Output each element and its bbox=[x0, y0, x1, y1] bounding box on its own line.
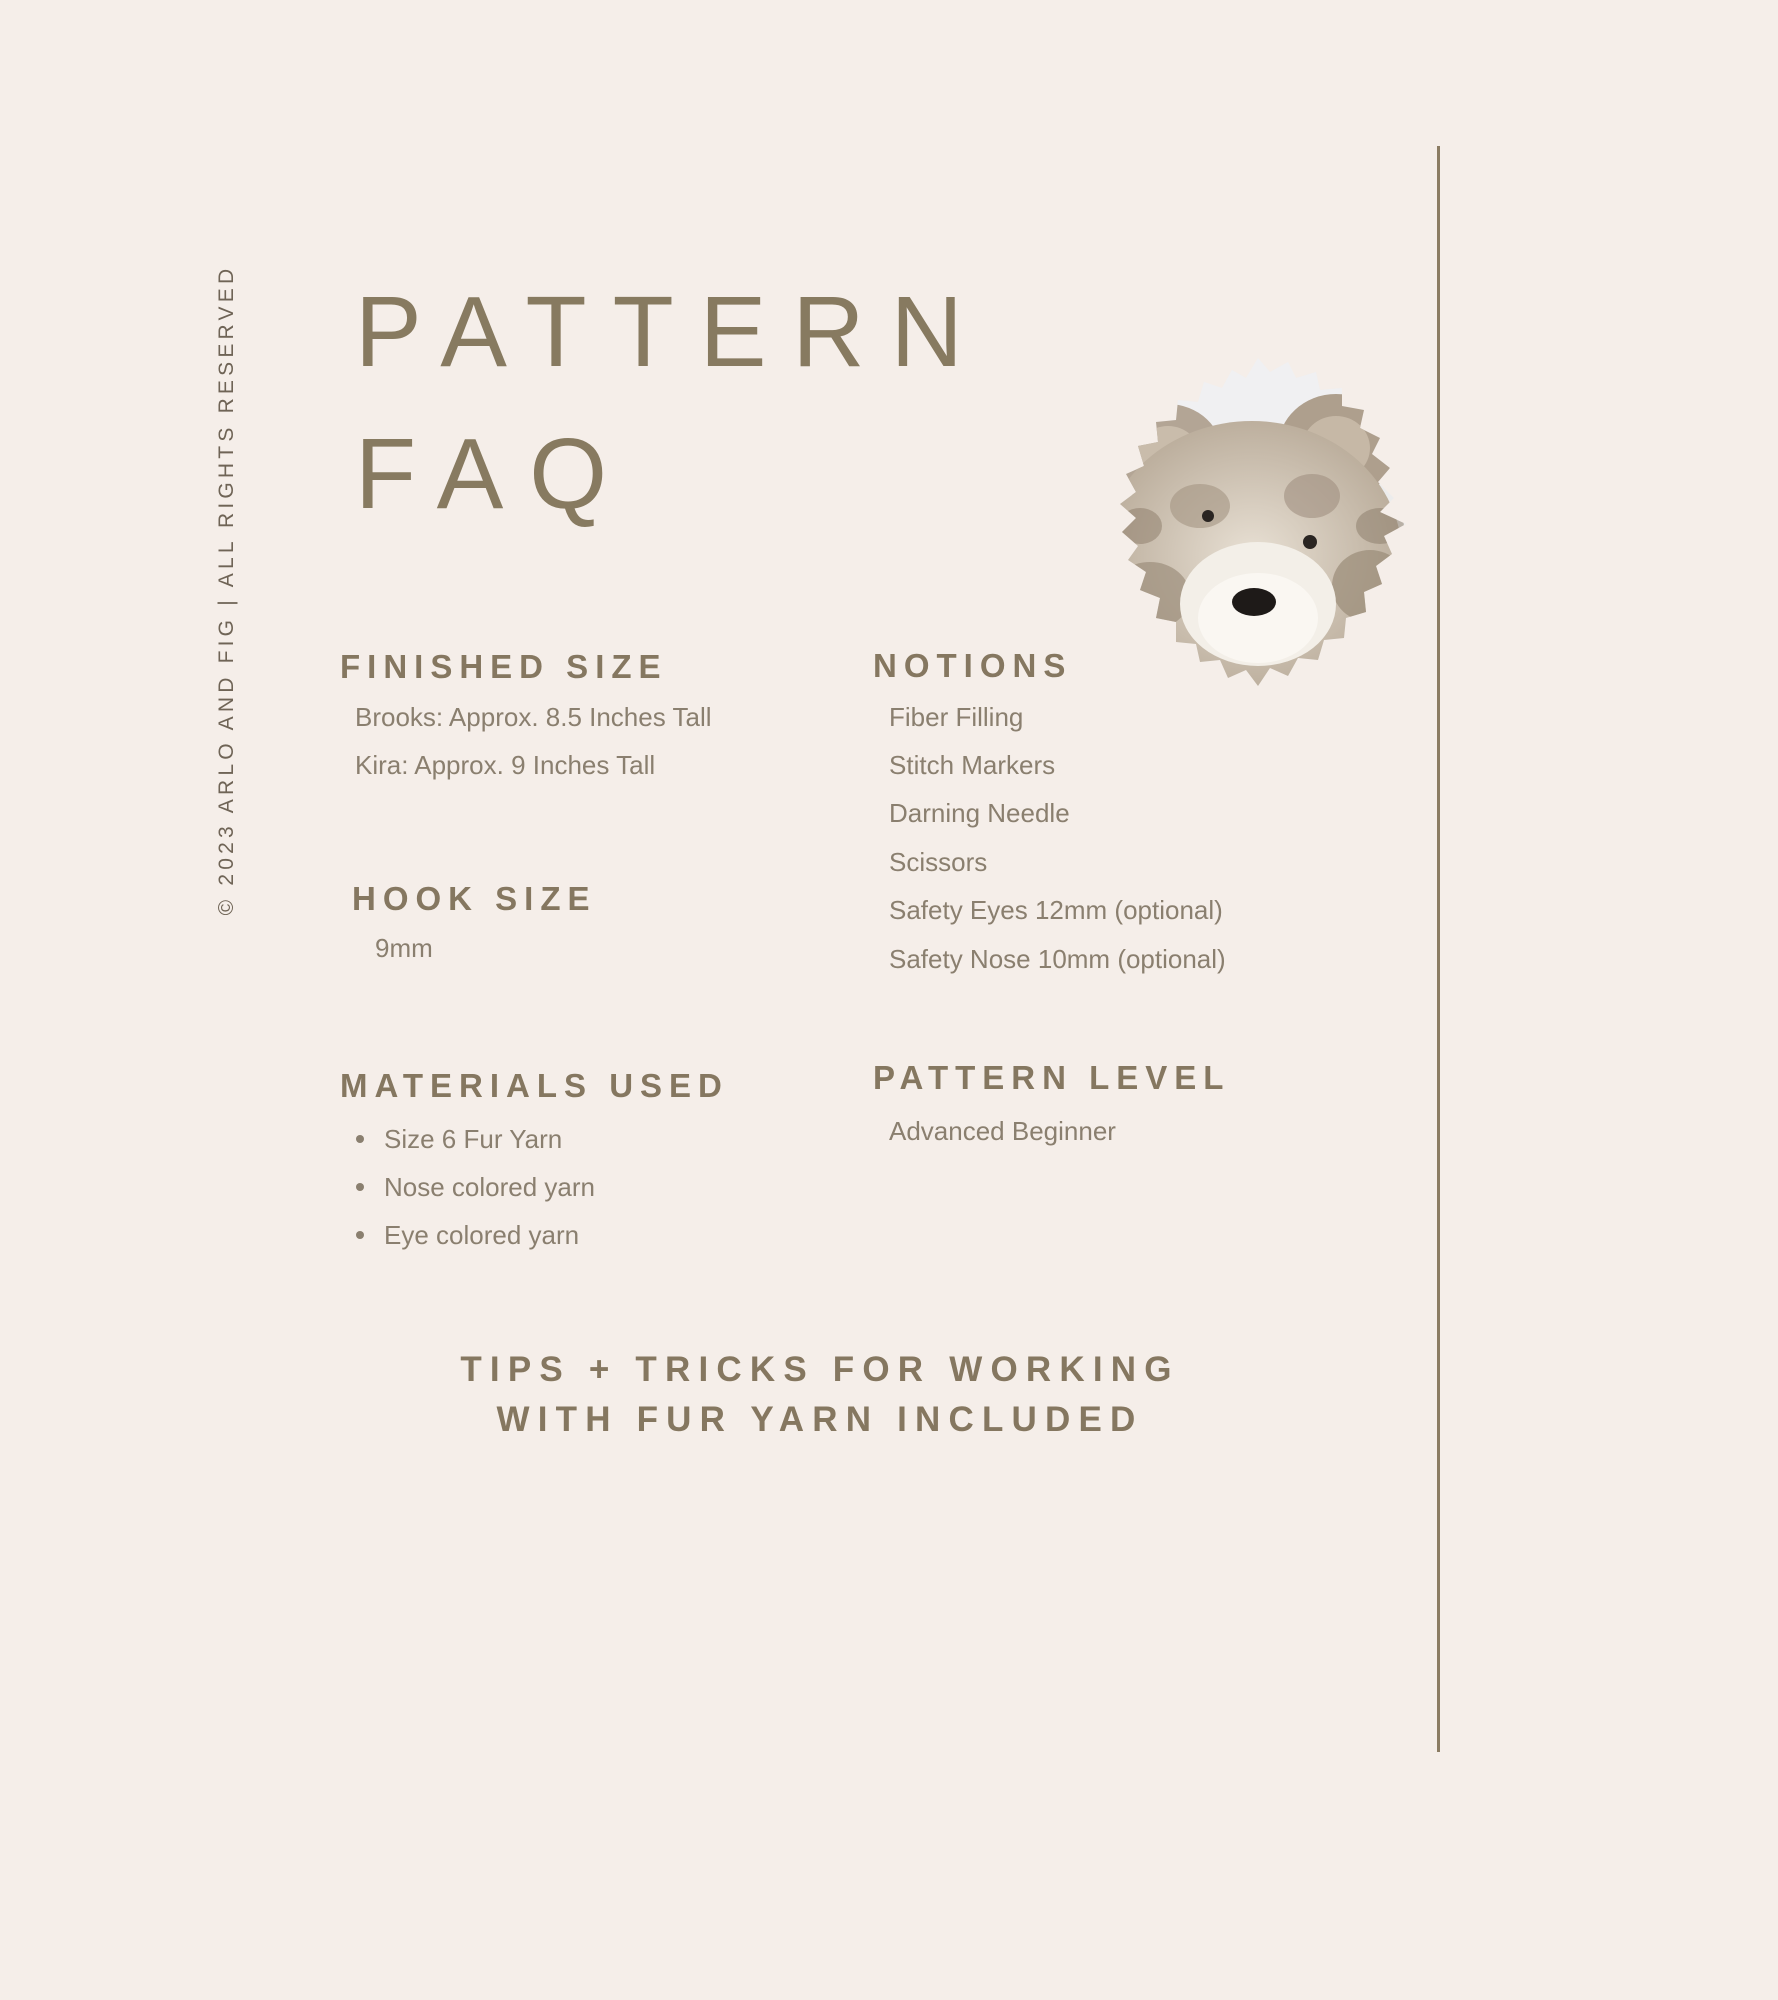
notions-item: Fiber Filling bbox=[889, 702, 1024, 732]
finished-size-item: Brooks: Approx. 8.5 Inches Tall bbox=[355, 702, 712, 732]
materials-list bbox=[356, 1124, 595, 1268]
list-item: Eye colored yarn bbox=[356, 1220, 595, 1268]
materials-used-heading: MATERIALS USED bbox=[340, 1067, 729, 1104]
pattern-level-value: Advanced Beginner bbox=[889, 1116, 1116, 1146]
tips-line-2: WITH FUR YARN INCLUDED bbox=[496, 1400, 1144, 1439]
hook-size-heading: HOOK SIZE bbox=[352, 880, 597, 917]
teddy-bear-photo bbox=[1080, 356, 1436, 706]
list-item: Size 6 Fur Yarn bbox=[356, 1124, 595, 1172]
page-title-line-1: PATTERN bbox=[355, 276, 989, 388]
notions-item: Stitch Markers bbox=[889, 750, 1056, 780]
notions-item: Scissors bbox=[889, 847, 988, 877]
list-item: Nose colored yarn bbox=[356, 1172, 595, 1220]
pattern-level-heading: PATTERN LEVEL bbox=[873, 1059, 1231, 1096]
notions-heading: NOTIONS bbox=[873, 647, 1073, 684]
notions-item: Safety Eyes 12mm (optional) bbox=[889, 895, 1223, 925]
page-title-line-2: FAQ bbox=[355, 418, 634, 530]
finished-size-item: Kira: Approx. 9 Inches Tall bbox=[355, 750, 656, 780]
vertical-divider bbox=[1437, 146, 1440, 1752]
notions-item: Darning Needle bbox=[889, 798, 1070, 828]
notions-item: Safety Nose 10mm (optional) bbox=[889, 944, 1226, 974]
finished-size-heading: FINISHED SIZE bbox=[340, 648, 668, 685]
copyright-notice: © 2023 ARLO AND FIG | ALL RIGHTS RESERVED bbox=[215, 264, 238, 916]
tips-line-1: TIPS + TRICKS FOR WORKING bbox=[460, 1350, 1180, 1389]
hook-size-value: 9mm bbox=[375, 933, 433, 963]
